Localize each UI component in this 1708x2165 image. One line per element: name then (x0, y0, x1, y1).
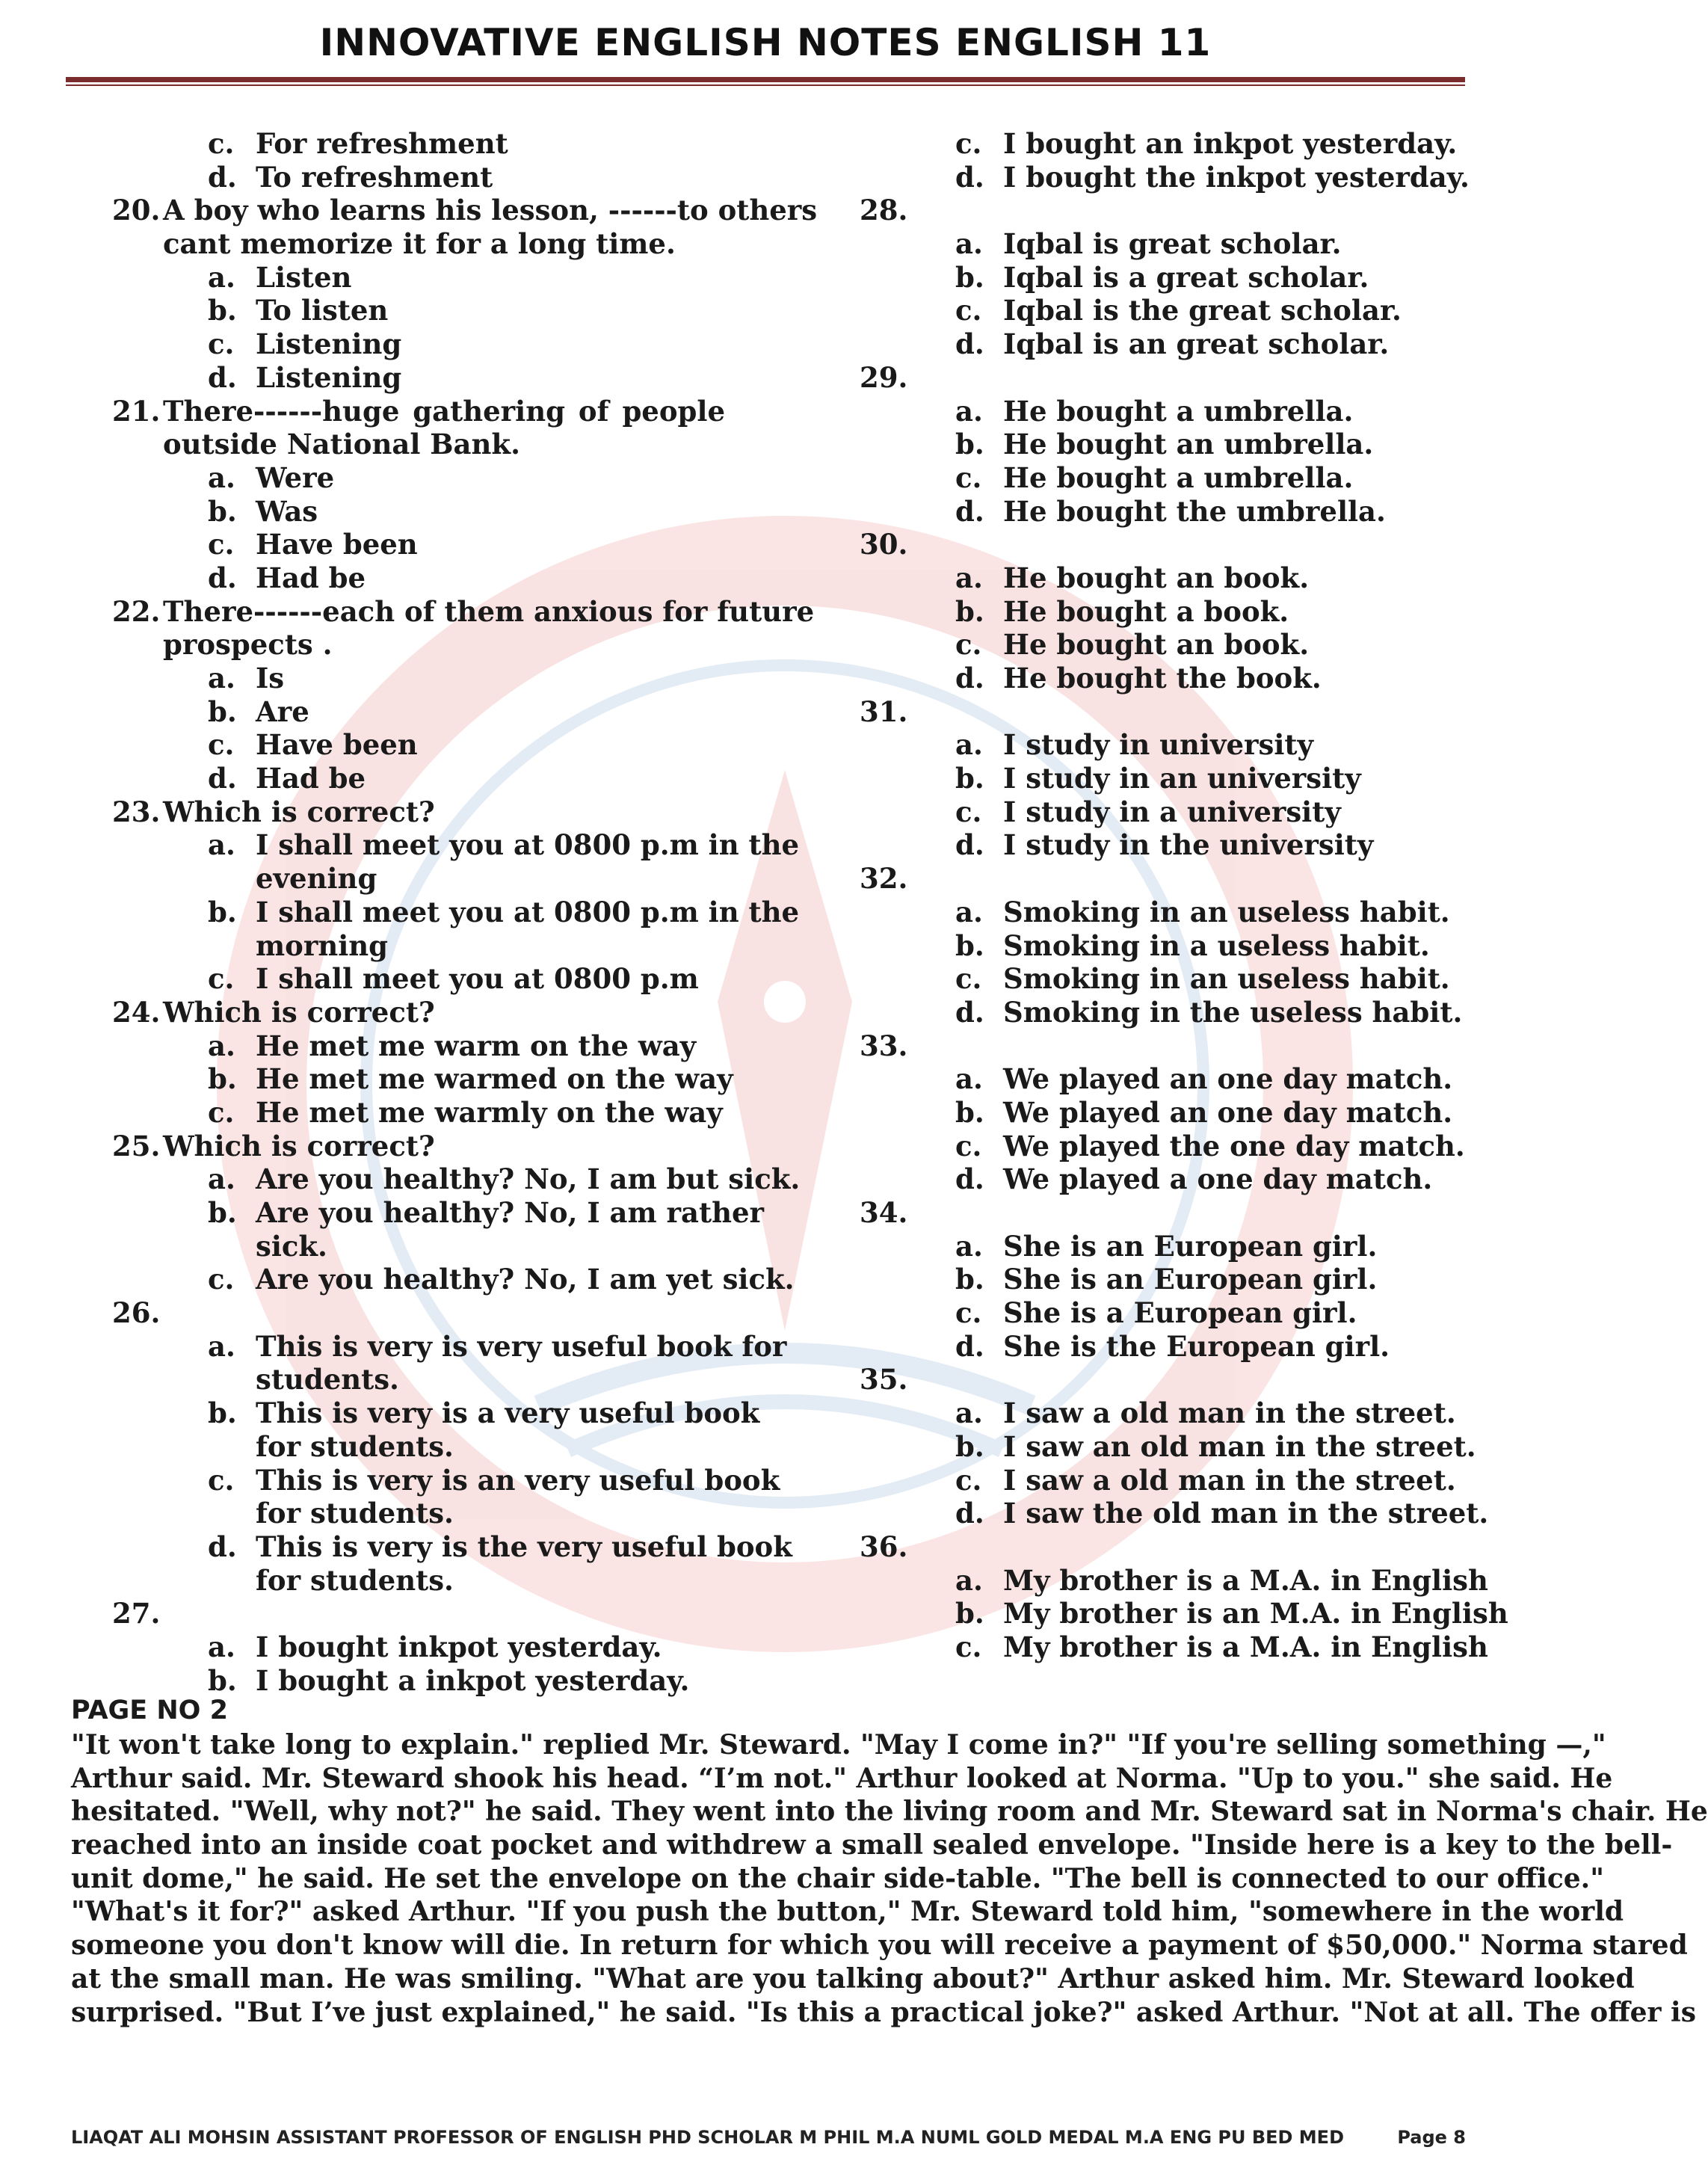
question-number: 21. (112, 394, 161, 428)
option-text: My brother is an M.A. in English (1003, 1597, 1508, 1630)
option-text: Listen (256, 260, 352, 294)
option-letter: d. (955, 995, 984, 1029)
answer-option (112, 1029, 725, 1063)
option-text: Was (256, 494, 318, 528)
option-letter: c. (955, 962, 982, 996)
option-letter: b. (208, 895, 237, 928)
answer-option (112, 1329, 787, 1364)
option-text: I saw an old man in the street. (1003, 1429, 1476, 1463)
option-text: sick. (256, 1229, 327, 1263)
option-letter: a. (208, 662, 235, 695)
option-text: morning (256, 928, 389, 962)
option-text: Smoking in an useless habit. (1003, 895, 1450, 928)
answer-option (860, 1263, 1465, 1296)
option-letter: c. (208, 528, 235, 561)
option-letter: a. (955, 728, 983, 762)
option-letter: a. (955, 1062, 983, 1096)
option-letter: b. (208, 1062, 237, 1096)
answer-option (860, 628, 1465, 662)
footer-author-credit: LIAQAT ALI MOHSIN ASSISTANT PROFESSOR OF ENGLISH PHD SCHOLAR M PHIL M.A NUML GOLD MEDAL M.A ENG PU BED MED (71, 2127, 1344, 2148)
option-text: I bought an inkpot yesterday. (1003, 127, 1458, 160)
answer-option (860, 1096, 1465, 1130)
option-letter: a. (208, 1630, 235, 1663)
answer-option (112, 762, 725, 795)
question-line (860, 528, 1465, 561)
option-text: We played an one day match. (1003, 1095, 1453, 1129)
option-text: He bought an umbrella. (1003, 428, 1374, 461)
option-continuation (112, 1430, 725, 1464)
passage-line: "It won't take long to explain." replied Mr. Steward. "May I come in?" "If you're selling something —," (71, 1729, 1606, 1761)
answer-option (112, 327, 725, 361)
answer-option (860, 461, 1465, 495)
question-text: prospects . (163, 628, 333, 662)
option-text: He bought a book. (1003, 594, 1289, 628)
question-number: 22. (112, 594, 161, 628)
option-text: To refreshment (256, 160, 493, 194)
option-continuation (112, 862, 725, 896)
answer-option (860, 160, 1470, 194)
question-line (112, 1296, 725, 1330)
answer-option (860, 261, 1465, 295)
option-text: He bought a umbrella. (1003, 394, 1354, 428)
option-letter: b. (955, 1597, 984, 1630)
page-header-title: INNOVATIVE ENGLISH NOTES ENGLISH 11 (319, 21, 1212, 64)
answer-option (112, 1396, 760, 1430)
answer-option (112, 294, 725, 327)
passage-line: unit dome," he said. He set the envelope on the chair side-table. "The bell is connected to our office." (71, 1862, 1604, 1894)
answer-option (112, 1096, 725, 1130)
option-text: Are (256, 695, 309, 728)
option-letter: a. (208, 1029, 235, 1062)
option-letter: c. (955, 795, 982, 828)
option-text: She is an European girl. (1003, 1263, 1378, 1296)
option-letter: b. (955, 928, 984, 962)
question-line (860, 695, 1465, 729)
question-line (860, 1530, 1465, 1564)
question-number: 30. (860, 528, 908, 561)
question-line (112, 795, 725, 829)
answer-option (112, 1530, 792, 1564)
question-text: Which is correct? (163, 1129, 435, 1162)
option-letter: a. (955, 1563, 983, 1597)
option-letter: b. (208, 494, 237, 528)
option-text: I bought a inkpot yesterday. (256, 1663, 690, 1697)
option-text: for students. (256, 1429, 454, 1463)
question-number: 29. (860, 360, 908, 394)
answer-option (860, 495, 1465, 529)
option-continuation (112, 1230, 725, 1263)
option-letter: a. (208, 260, 235, 294)
option-letter: a. (955, 895, 983, 928)
option-text: Listening (256, 360, 402, 394)
answer-option (860, 1563, 1488, 1598)
question-number: 34. (860, 1196, 908, 1229)
option-letter: a. (955, 227, 983, 261)
passage-line: surprised. "But I’ve just explained," he said. "Is this a practical joke?" asked Arthur. "Not at all. The offer is (71, 1996, 1696, 2028)
option-letter: b. (955, 1263, 984, 1296)
option-letter: c. (208, 327, 235, 361)
option-letter: d. (955, 1162, 984, 1196)
question-number: 20. (112, 194, 161, 227)
option-text: I study in the university (1003, 828, 1374, 862)
option-text: I study in university (1003, 728, 1313, 762)
option-letter: b. (955, 1429, 984, 1463)
question-text: There------each of them anxious for future (163, 594, 815, 628)
option-letter: b. (208, 1663, 237, 1697)
option-letter: b. (208, 695, 237, 728)
question-text: Which is correct? (163, 795, 435, 828)
question-line (860, 862, 1465, 896)
option-letter: d. (208, 160, 237, 194)
answer-option (860, 294, 1465, 327)
option-letter: a. (955, 1396, 983, 1430)
answer-option (112, 461, 725, 495)
option-letter: a. (955, 561, 983, 594)
answer-option (860, 227, 1465, 261)
option-continuation (112, 1363, 725, 1396)
option-letter: d. (955, 1329, 984, 1363)
answer-option (860, 595, 1465, 629)
passage-line: at the small man. He was smiling. "What are you talking about?" Arthur asked him. Mr. Steward looked (71, 1962, 1635, 1995)
option-text: I saw the old man in the street. (1003, 1497, 1489, 1530)
question-line (112, 996, 725, 1029)
answer-option (860, 762, 1465, 795)
option-text: We played an one day match. (1003, 1062, 1453, 1096)
option-text: students. (256, 1363, 399, 1396)
answer-option (860, 896, 1465, 929)
option-text: He met me warm on the way (256, 1029, 697, 1062)
option-continuation (112, 929, 725, 963)
header-rule-thick (66, 77, 1465, 82)
page-number-label: PAGE NO 2 (71, 1696, 228, 1725)
question-line (112, 395, 725, 428)
question-line (860, 1363, 1465, 1396)
question-text: A boy who learns his lesson, ------to others (163, 194, 818, 227)
question-line (112, 1130, 725, 1163)
option-text: She is a European girl. (1003, 1296, 1357, 1330)
option-letter: a. (208, 1162, 235, 1196)
passage-line: Arthur said. Mr. Steward shook his head. “I’m not." Arthur looked at Norma. "Up to you." she said. He (71, 1762, 1613, 1794)
option-text: He met me warmly on the way (256, 1095, 723, 1129)
left-question-column (112, 127, 818, 1697)
option-letter: d. (955, 160, 984, 194)
answer-option (112, 261, 725, 295)
question-text: outside National Bank. (163, 428, 520, 461)
option-text: I bought the inkpot yesterday. (1003, 160, 1470, 194)
option-text: I shall meet you at 0800 p.m (256, 962, 699, 996)
passage-line: hesitated. "Well, why not?" he said. They went into the living room and Mr. Steward sat in Norma's chair. He (71, 1796, 1708, 1828)
option-letter: c. (955, 1129, 982, 1162)
option-continuation (112, 1497, 725, 1530)
answer-option (112, 127, 725, 161)
option-letter: c. (955, 294, 982, 327)
answer-option (860, 1062, 1465, 1096)
answer-option (860, 1162, 1465, 1196)
question-continuation (112, 628, 725, 662)
question-line (860, 1029, 1465, 1063)
question-number: 28. (860, 194, 908, 227)
option-text: My brother is a M.A. in English (1003, 1563, 1488, 1597)
option-text: She is an European girl. (1003, 1229, 1378, 1263)
option-text: This is very is the very useful book (256, 1530, 792, 1563)
question-line (860, 194, 1465, 227)
question-number: 25. (112, 1129, 161, 1162)
answer-option (112, 695, 725, 729)
passage-line: reached into an inside coat pocket and withdrew a small sealed envelope. "Inside here is a key to the bell- (71, 1829, 1673, 1861)
option-text: He bought an book. (1003, 628, 1310, 662)
option-text: Had be (256, 561, 366, 594)
option-text: Have been (256, 728, 418, 762)
option-letter: b. (208, 1396, 237, 1430)
option-text: Iqbal is great scholar. (1003, 227, 1342, 261)
question-continuation (112, 428, 725, 461)
answer-option (860, 1230, 1465, 1263)
question-line (112, 194, 818, 227)
option-letter: c. (208, 1263, 235, 1296)
answer-option (112, 1196, 765, 1230)
option-letter: c. (208, 1095, 235, 1129)
question-line (860, 361, 1465, 395)
question-continuation (112, 227, 725, 261)
question-number: 33. (860, 1029, 908, 1062)
option-text: Smoking in an useless habit. (1003, 962, 1450, 996)
passage-line: "What's it for?" asked Arthur. "If you push the button," Mr. Steward told him, "somewhere in the world (71, 1896, 1624, 1928)
answer-option (860, 561, 1465, 595)
option-text: This is very is very useful book for (256, 1329, 787, 1363)
option-letter: d. (208, 1530, 237, 1563)
option-text: I shall meet you at 0800 p.m in the (256, 895, 800, 928)
answer-option (860, 395, 1465, 428)
answer-option (112, 495, 725, 529)
option-text: We played the one day match. (1003, 1129, 1465, 1162)
option-letter: c. (955, 1630, 982, 1663)
option-letter: d. (955, 494, 984, 528)
option-letter: b. (955, 594, 984, 628)
footer-page-number: Page 8 (1397, 2127, 1466, 2148)
option-text: He bought an book. (1003, 561, 1310, 594)
answer-option (860, 327, 1465, 361)
option-text: Are you healthy? No, I am but sick. (256, 1162, 801, 1196)
option-letter: d. (208, 360, 237, 394)
question-number: 36. (860, 1530, 908, 1563)
option-text: evening (256, 862, 377, 896)
story-passage (71, 1728, 1708, 2029)
option-letter: c. (955, 1463, 982, 1497)
option-text: Are you healthy? No, I am yet sick. (256, 1263, 795, 1296)
option-text: Had be (256, 762, 366, 795)
option-text: My brother is a M.A. in English (1003, 1630, 1488, 1663)
option-text: Were (256, 461, 335, 494)
option-text: Is (256, 662, 285, 695)
answer-option (860, 1130, 1465, 1163)
option-text: For refreshment (256, 127, 508, 160)
option-letter: c. (955, 1296, 982, 1330)
question-line (112, 1597, 725, 1630)
option-text: She is the European girl. (1003, 1329, 1390, 1363)
option-text: He bought a umbrella. (1003, 461, 1354, 494)
option-letter: a. (955, 1229, 983, 1263)
option-letter: d. (208, 762, 237, 795)
answer-option (112, 161, 725, 194)
option-text: Iqbal is an great scholar. (1003, 327, 1390, 361)
option-letter: b. (208, 294, 237, 327)
option-text: for students. (256, 1497, 454, 1530)
option-letter: d. (955, 327, 984, 361)
option-text: I bought inkpot yesterday. (256, 1630, 662, 1663)
question-line (860, 1196, 1465, 1230)
question-number: 26. (112, 1296, 161, 1330)
answer-option (860, 929, 1465, 963)
option-text: Iqbal is the great scholar. (1003, 294, 1402, 327)
option-continuation (112, 1564, 725, 1598)
option-letter: b. (955, 260, 984, 294)
answer-option (860, 1497, 1489, 1530)
answer-option (860, 1464, 1465, 1497)
option-text: We played a one day match. (1003, 1162, 1433, 1196)
option-letter: c. (955, 127, 982, 160)
answer-option (860, 728, 1465, 762)
answer-option (112, 1162, 801, 1196)
option-letter: c. (208, 1463, 235, 1497)
answer-option (860, 662, 1465, 695)
option-text: Iqbal is a great scholar. (1003, 260, 1369, 294)
option-letter: c. (955, 628, 982, 662)
option-text: I saw a old man in the street. (1003, 1463, 1456, 1497)
question-number: 35. (860, 1363, 908, 1396)
option-letter: c. (955, 461, 982, 494)
header-rule-thin (66, 84, 1465, 86)
answer-option (112, 728, 725, 762)
answer-option (112, 662, 725, 695)
answer-option (860, 127, 1465, 161)
question-number: 31. (860, 695, 908, 728)
option-letter: b. (208, 1196, 237, 1229)
answer-option (860, 795, 1465, 829)
question-text: cant memorize it for a long time. (163, 227, 676, 261)
option-text: Are you healthy? No, I am rather (256, 1196, 765, 1229)
option-text: He met me warmed on the way (256, 1062, 733, 1096)
option-text: Have been (256, 528, 418, 561)
option-letter: d. (208, 561, 237, 594)
option-letter: b. (955, 1095, 984, 1129)
option-text: Listening (256, 327, 402, 361)
option-letter: d. (955, 662, 984, 695)
answer-option (112, 1062, 733, 1096)
option-letter: b. (955, 428, 984, 461)
option-letter: a. (208, 461, 235, 494)
answer-option (860, 962, 1465, 996)
option-letter: a. (208, 828, 235, 862)
option-letter: c. (208, 728, 235, 762)
option-text: I study in an university (1003, 762, 1361, 795)
answer-option (860, 996, 1465, 1029)
answer-option (112, 895, 800, 929)
option-text: He bought the umbrella. (1003, 494, 1386, 528)
option-letter: d. (955, 828, 984, 862)
option-letter: a. (955, 394, 983, 428)
option-text: I shall meet you at 0800 p.m in the (256, 828, 800, 862)
answer-option (112, 528, 725, 561)
option-text: He bought the book. (1003, 662, 1322, 695)
answer-option (112, 561, 725, 595)
option-letter: d. (955, 1497, 984, 1530)
answer-option (860, 1429, 1476, 1464)
answer-option (112, 1664, 725, 1698)
answer-option (860, 828, 1465, 862)
right-question-column (860, 127, 1508, 1664)
answer-option (860, 428, 1465, 461)
option-text: This is very is an very useful book (256, 1463, 780, 1497)
answer-option (112, 361, 725, 395)
question-text: There------huge gathering of people (163, 394, 725, 428)
question-text: Which is correct? (163, 995, 435, 1029)
question-number: 27. (112, 1597, 161, 1630)
option-letter: a. (208, 1329, 235, 1363)
question-line (112, 594, 815, 629)
answer-option (860, 1330, 1465, 1364)
answer-option (860, 1630, 1488, 1664)
option-text: Smoking in the useless habit. (1003, 995, 1463, 1029)
option-letter: c. (208, 962, 235, 996)
answer-option (112, 1263, 795, 1296)
option-text: for students. (256, 1563, 454, 1597)
option-letter: c. (208, 127, 235, 160)
question-number: 32. (860, 862, 908, 896)
option-text: I study in a university (1003, 795, 1341, 828)
answer-option (112, 828, 800, 862)
option-letter: b. (955, 762, 984, 795)
option-text: I saw a old man in the street. (1003, 1396, 1456, 1430)
answer-option (112, 1463, 780, 1497)
question-number: 24. (112, 995, 161, 1029)
answer-option (112, 962, 725, 996)
option-text: To listen (256, 294, 389, 327)
answer-option (860, 1597, 1508, 1630)
option-text: Smoking in a useless habit. (1003, 928, 1430, 962)
answer-option (860, 1296, 1465, 1330)
answer-option (860, 1396, 1465, 1430)
option-text: This is very is a very useful book (256, 1396, 760, 1430)
answer-option (112, 1630, 725, 1664)
passage-line: someone you don't know will die. In return for which you will receive a payment of $50,000." Norma stared (71, 1930, 1688, 1962)
question-number: 23. (112, 795, 161, 828)
